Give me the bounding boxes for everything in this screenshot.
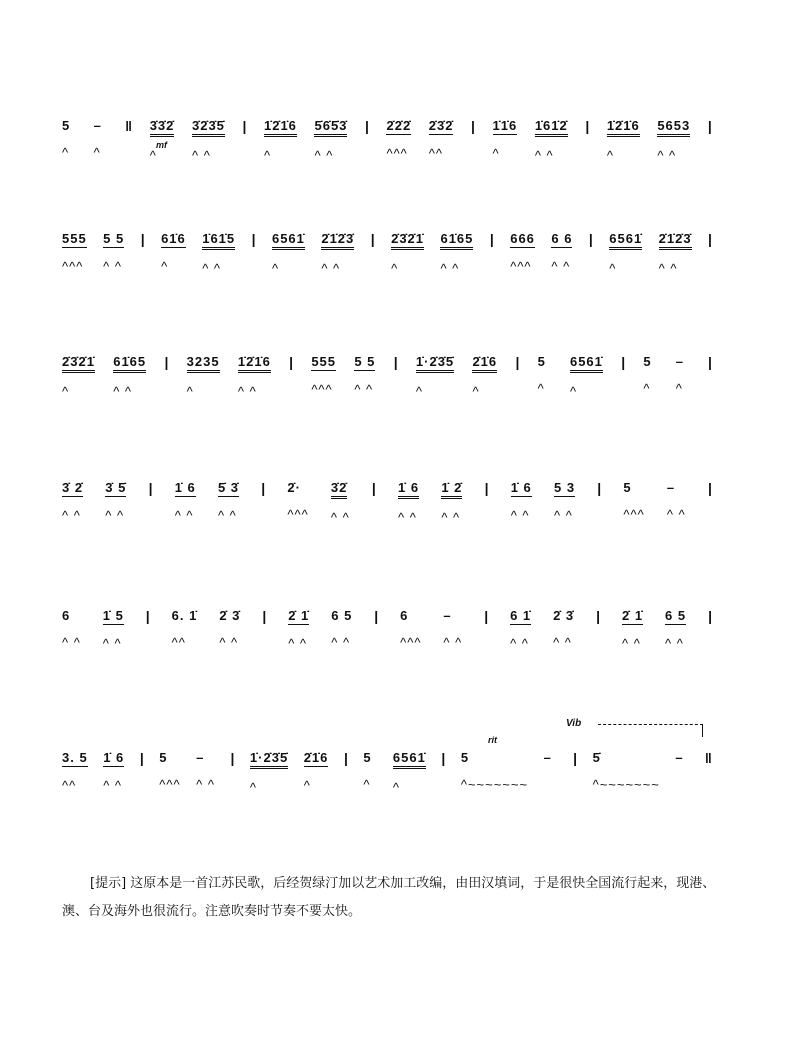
notes: 1̇ 6 bbox=[510, 480, 532, 495]
breath-marks: ^ bbox=[186, 384, 194, 399]
note-group bbox=[264, 118, 297, 163]
note-group bbox=[192, 118, 225, 163]
note-group bbox=[538, 354, 552, 396]
barline: | bbox=[708, 608, 712, 624]
note-group bbox=[657, 118, 690, 163]
breath-marks: ^ bbox=[606, 148, 614, 163]
breath-marks: ^ bbox=[569, 384, 578, 399]
breath-marks: ^ ^ bbox=[330, 510, 350, 525]
breath-marks: ^ ^ bbox=[666, 507, 686, 522]
notes: 3̇ 2̇ bbox=[62, 480, 84, 495]
breath-marks: ^ ^ bbox=[331, 635, 351, 650]
note-group bbox=[443, 608, 462, 650]
notes: 3̇2̇3̇5̇ bbox=[192, 118, 225, 137]
breath-marks: ^ bbox=[62, 384, 70, 399]
note-group bbox=[461, 750, 528, 792]
note-group bbox=[103, 750, 124, 793]
notes: 555 bbox=[311, 354, 337, 369]
notes: 2̇1̇2̇3̇ bbox=[659, 231, 692, 250]
breath-marks: ^^^ bbox=[623, 507, 645, 522]
score-line bbox=[62, 480, 712, 525]
notes: 2̇1̇6 bbox=[303, 750, 329, 765]
breath-marks: ^ ^ bbox=[288, 636, 308, 651]
barline: | bbox=[596, 608, 601, 624]
note-group bbox=[321, 231, 354, 276]
notes: 5 3 bbox=[554, 480, 576, 495]
notes: 2̇3̇2̇1̇ bbox=[62, 354, 95, 373]
breath-marks: ^ ^ bbox=[196, 777, 215, 792]
breath-marks: ^^^ bbox=[159, 777, 181, 792]
notes: 6 6 bbox=[551, 231, 573, 246]
note-group bbox=[607, 118, 640, 163]
note-group bbox=[643, 354, 657, 396]
note-group bbox=[218, 480, 239, 523]
note-group bbox=[429, 118, 454, 161]
note-group bbox=[510, 608, 531, 651]
note-group bbox=[553, 608, 574, 650]
note-group bbox=[62, 118, 76, 160]
notes: 6561̇ bbox=[609, 231, 642, 250]
note-group bbox=[94, 118, 108, 160]
notes: 2̇ 1̇ bbox=[288, 608, 310, 623]
breath-marks: ^ ^ bbox=[237, 384, 257, 399]
notes: 6 5 bbox=[665, 608, 687, 623]
notes: 3̇3̇2̇ bbox=[150, 118, 175, 137]
notes: 5 bbox=[623, 480, 632, 495]
notes: 6561̇ bbox=[393, 750, 426, 769]
barline: | bbox=[484, 608, 489, 624]
note-group bbox=[623, 480, 644, 522]
notes: 1̇ 6 bbox=[103, 750, 125, 765]
breath-marks: ^ bbox=[263, 148, 272, 163]
vibrato-label: Vib bbox=[566, 718, 582, 729]
barline: | bbox=[597, 480, 602, 496]
note-group bbox=[675, 750, 689, 792]
notes: 2̇2̇2̇ bbox=[386, 118, 412, 133]
note-group bbox=[187, 354, 220, 399]
barline: | bbox=[251, 231, 256, 247]
barline: | bbox=[393, 354, 398, 370]
notes: 5̇6̇5̇3̇ bbox=[314, 118, 347, 137]
note-group bbox=[62, 480, 83, 523]
note-group bbox=[103, 231, 124, 274]
note-group bbox=[62, 750, 88, 793]
note-group bbox=[172, 608, 198, 650]
score-line bbox=[62, 354, 712, 399]
breath-marks: ^ ^ bbox=[657, 148, 677, 163]
breath-marks: ^ bbox=[537, 381, 545, 396]
notes: 1̇·2̇3̇5̇ bbox=[416, 354, 454, 373]
notes: 6 bbox=[62, 608, 71, 623]
notes: 3̇2̇ bbox=[331, 480, 347, 499]
barline: | bbox=[708, 354, 712, 370]
notes: 2̇ 1̇ bbox=[622, 608, 644, 623]
barline: | bbox=[489, 231, 494, 247]
breath-marks: ^ bbox=[161, 259, 169, 274]
notes: 555 bbox=[62, 231, 87, 246]
breath-marks: ^^ bbox=[428, 146, 443, 161]
barline: | bbox=[371, 480, 376, 496]
notes: 3. 5 bbox=[62, 750, 88, 765]
notes: 5 bbox=[62, 118, 71, 133]
notes: 61̇65 bbox=[440, 231, 473, 250]
notes: 1̇ 5 bbox=[102, 608, 124, 623]
notes: 6561̇ bbox=[272, 231, 305, 250]
notes: – bbox=[543, 750, 552, 765]
vibrato-line bbox=[598, 724, 703, 737]
note-group bbox=[331, 480, 350, 525]
notes: 2̇ 3̇ bbox=[553, 608, 575, 623]
barline: | bbox=[139, 750, 144, 766]
note-group bbox=[570, 354, 603, 399]
breath-marks: ^ bbox=[609, 261, 617, 276]
breath-marks: ^ ^ bbox=[105, 508, 125, 523]
note-group bbox=[472, 354, 497, 399]
breath-marks: ^ ^ bbox=[534, 148, 554, 163]
barline: | bbox=[343, 750, 348, 766]
notes: 2̇3̇2̇1̇ bbox=[391, 231, 424, 250]
barline: | bbox=[164, 354, 169, 370]
barline: | bbox=[242, 118, 247, 134]
notes: 5̇ 3̇ bbox=[217, 480, 240, 495]
notes: 1̇·2̇3̇5̇ bbox=[250, 750, 288, 769]
note-group bbox=[544, 750, 558, 792]
note-group bbox=[593, 750, 660, 792]
barline: | bbox=[140, 231, 145, 247]
breath-marks: ^ ^ bbox=[554, 508, 573, 523]
breath-marks: ^ bbox=[643, 381, 651, 396]
barline: ‖ bbox=[704, 750, 712, 766]
note-group bbox=[219, 608, 240, 650]
breath-marks: ^ ^ bbox=[622, 636, 641, 651]
note-group bbox=[386, 118, 411, 161]
breath-marks: ^ bbox=[391, 261, 399, 276]
notes: 5 bbox=[159, 750, 168, 765]
note-group bbox=[288, 608, 309, 651]
note-group bbox=[400, 608, 421, 650]
breath-marks: ^ ^ bbox=[219, 635, 239, 650]
breath-marks: ^ ^ bbox=[103, 259, 122, 274]
note-group bbox=[493, 118, 518, 161]
notes: 6 5 bbox=[331, 608, 353, 623]
note-group bbox=[667, 480, 686, 522]
breath-marks: ^ ^ bbox=[191, 148, 211, 163]
score-line bbox=[62, 608, 712, 651]
note-group bbox=[551, 231, 572, 274]
note-group bbox=[622, 608, 643, 651]
note-group bbox=[304, 750, 329, 793]
note-group bbox=[175, 480, 196, 523]
notes: 1̇ 2̇ bbox=[441, 480, 462, 499]
notes: 2̇ 3̇ bbox=[219, 608, 241, 623]
note-group bbox=[659, 231, 692, 276]
note-group bbox=[250, 750, 288, 795]
breath-marks: ^^ bbox=[62, 778, 77, 793]
note-group bbox=[161, 231, 186, 274]
note-group bbox=[441, 480, 462, 525]
barline: | bbox=[364, 118, 369, 134]
breath-marks: ^ bbox=[415, 384, 424, 399]
barline: | bbox=[261, 480, 266, 496]
breath-marks: ^ ^ bbox=[553, 635, 572, 650]
notes: 3235 bbox=[187, 354, 220, 373]
breath-marks: ^ ^ bbox=[440, 261, 460, 276]
barline: | bbox=[148, 480, 153, 496]
notes: – bbox=[675, 750, 684, 765]
notes: 1̇2̇1̇6 bbox=[264, 118, 297, 137]
notes: 1̇2̇1̇6 bbox=[607, 118, 640, 137]
breath-marks: ^ bbox=[392, 780, 401, 795]
barline: | bbox=[585, 118, 590, 134]
notes: 2̇1̇2̇3̇ bbox=[321, 231, 354, 250]
breath-marks bbox=[544, 778, 549, 792]
notes: 6 bbox=[400, 608, 409, 623]
note-group bbox=[363, 750, 377, 792]
note-group bbox=[398, 480, 419, 525]
notes: 1̇ 6 bbox=[398, 480, 419, 499]
note-group bbox=[511, 480, 532, 523]
breath-marks: ^~~~~~~~ bbox=[592, 777, 660, 792]
note-group bbox=[554, 480, 575, 523]
notes: 6. 1̇ bbox=[171, 608, 198, 623]
notes: 1̇1̇6 bbox=[492, 118, 518, 133]
notes: 6561̇ bbox=[570, 354, 603, 373]
breath-marks: ^ ^ bbox=[510, 636, 529, 651]
barline: | bbox=[588, 231, 593, 247]
breath-marks: ^ ^ bbox=[510, 508, 530, 523]
notes: 5653 bbox=[657, 118, 690, 137]
barline: | bbox=[471, 118, 475, 134]
breath-marks: ^ bbox=[492, 146, 500, 161]
barline: | bbox=[484, 480, 489, 496]
note-group bbox=[196, 750, 215, 792]
breath-marks: ^^^ bbox=[510, 259, 532, 274]
barline: | bbox=[441, 750, 446, 766]
breath-marks: ^ bbox=[363, 777, 371, 792]
notes: 3̇ 5̇ bbox=[105, 480, 127, 495]
breath-marks: ^^^ bbox=[400, 635, 422, 650]
note-group bbox=[62, 231, 87, 274]
breath-marks: ^^^ bbox=[62, 259, 84, 274]
note-group bbox=[535, 118, 568, 163]
notes: 5 bbox=[363, 750, 372, 765]
note-group bbox=[676, 354, 690, 396]
note-group bbox=[331, 608, 352, 650]
breath-marks: ^^^ bbox=[287, 507, 309, 522]
breath-marks: ^^^ bbox=[311, 382, 333, 397]
notes: 6 1̇ bbox=[510, 608, 532, 623]
barline: | bbox=[289, 354, 294, 370]
barline: | bbox=[145, 608, 150, 624]
note-group bbox=[391, 231, 424, 276]
breath-marks: ^ ^ bbox=[113, 384, 133, 399]
breath-marks: ^ ^ bbox=[321, 261, 341, 276]
barline: | bbox=[708, 231, 712, 247]
breath-marks: ^~~~~~~~ bbox=[460, 777, 529, 792]
notes: – bbox=[196, 750, 205, 765]
barline: | bbox=[515, 354, 520, 370]
barline: | bbox=[573, 750, 578, 766]
breath-marks: ^ ^ bbox=[103, 778, 123, 793]
breath-marks: ^ ^ bbox=[174, 508, 194, 523]
breath-marks: ^ ^ bbox=[62, 635, 81, 650]
notes: – bbox=[666, 480, 676, 495]
breath-marks: ^ bbox=[472, 384, 480, 399]
rit-mark: rit bbox=[488, 735, 497, 745]
notes: 5̇ bbox=[592, 750, 601, 765]
note-group bbox=[609, 231, 642, 276]
notes: – bbox=[93, 118, 102, 133]
barline: | bbox=[374, 608, 379, 624]
breath-marks: ^ ^ bbox=[102, 636, 122, 651]
notes: 61̇6 bbox=[161, 231, 186, 246]
notes: 1̇61̇5 bbox=[202, 231, 235, 250]
note-group bbox=[103, 608, 124, 651]
note-group bbox=[510, 231, 535, 274]
note-group bbox=[440, 231, 473, 276]
note-group bbox=[314, 118, 347, 163]
notes: – bbox=[675, 354, 684, 369]
breath-marks: ^ ^ bbox=[443, 635, 463, 650]
performance-note: [提示] 这原本是一首江苏民歌，后经贺绿汀加以艺术加工改编，由田汉填词，于是很快全国流行起来，现港、澳、台及海外也很流行。注意吹奏时节奏不要太快。 bbox=[62, 876, 716, 919]
breath-marks: ^ bbox=[249, 780, 258, 795]
breath-marks: ^ ^ bbox=[314, 148, 334, 163]
breath-marks: ^ ^ bbox=[551, 259, 571, 274]
dynamic-mark: mf bbox=[156, 140, 167, 150]
breath-marks: ^ bbox=[93, 145, 101, 160]
note-group bbox=[416, 354, 454, 399]
barline: | bbox=[707, 480, 712, 496]
barline: | bbox=[230, 750, 235, 766]
notes: 5 5 bbox=[103, 231, 125, 246]
breath-marks: ^ ^ bbox=[217, 508, 237, 523]
breath-marks bbox=[675, 778, 680, 792]
barline: ‖ bbox=[125, 118, 133, 134]
notes: 666 bbox=[510, 231, 535, 246]
note-group bbox=[272, 231, 305, 276]
notes: 1̇ 6 bbox=[174, 480, 196, 495]
note-group bbox=[311, 354, 336, 397]
notes: 2̇1̇6 bbox=[472, 354, 497, 373]
barline: | bbox=[621, 354, 626, 370]
breath-marks: ^ ^ bbox=[398, 510, 417, 525]
breath-marks: ^ bbox=[303, 778, 311, 793]
score-line bbox=[62, 231, 712, 276]
note-group bbox=[62, 608, 81, 650]
barline: | bbox=[707, 118, 712, 134]
breath-marks: ^ bbox=[271, 261, 280, 276]
breath-marks: ^ ^ bbox=[665, 636, 684, 651]
note-group bbox=[665, 608, 686, 651]
breath-marks: ^ ^ bbox=[354, 382, 374, 397]
breath-marks: ^ ^ bbox=[658, 261, 678, 276]
notes: 5 bbox=[643, 354, 652, 369]
note-group bbox=[62, 354, 95, 399]
notes: 1̇61̇2̇ bbox=[535, 118, 568, 137]
score-line bbox=[62, 750, 712, 795]
breath-marks: ^^ bbox=[171, 635, 186, 650]
breath-marks: ^ bbox=[675, 381, 683, 396]
note-group bbox=[287, 480, 308, 522]
note-group bbox=[202, 231, 235, 276]
barline: | bbox=[262, 608, 267, 624]
barline: | bbox=[370, 231, 375, 247]
notes: 5 bbox=[537, 354, 546, 369]
breath-marks: ^ bbox=[149, 148, 157, 163]
notes: 2̇· bbox=[287, 480, 301, 495]
breath-marks: ^ ^ bbox=[62, 508, 81, 523]
breath-marks: ^^^ bbox=[386, 146, 408, 161]
notes: 5 bbox=[460, 750, 470, 765]
note-group bbox=[113, 354, 146, 399]
notes: 1̇2̇1̇6 bbox=[238, 354, 271, 373]
note-group bbox=[393, 750, 426, 795]
note-group bbox=[105, 480, 126, 523]
breath-marks: ^ ^ bbox=[202, 261, 222, 276]
note-group bbox=[238, 354, 271, 399]
notes: 61̇65 bbox=[113, 354, 146, 373]
note-group bbox=[354, 354, 375, 397]
breath-marks: ^ bbox=[62, 145, 70, 160]
notes: 2̇3̇2̇ bbox=[428, 118, 454, 133]
notes: 5 5 bbox=[354, 354, 376, 369]
notes: – bbox=[443, 608, 452, 623]
note-group bbox=[159, 750, 180, 792]
breath-marks: ^ ^ bbox=[441, 510, 461, 525]
